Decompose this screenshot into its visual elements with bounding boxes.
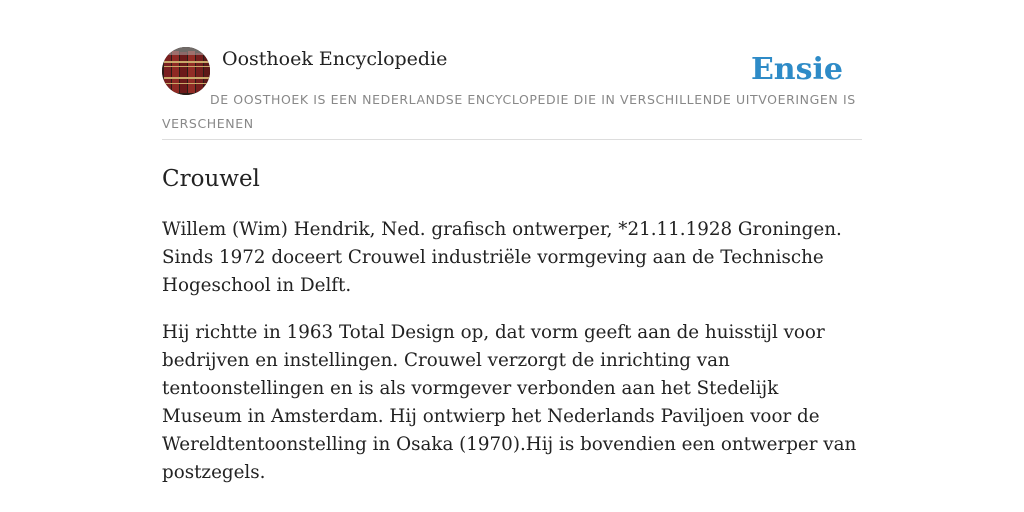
article-title: Crouwel: [162, 166, 260, 192]
brand-logo[interactable]: Ensie: [750, 52, 843, 87]
site-header: [162, 46, 862, 140]
site-tagline: DE OOSTHOEK IS EEN NEDERLANDSE ENCYCLOPEDIE DIE IN VERSCHILLENDE UITVOERINGEN IS VERSCHENEN: [162, 92, 856, 131]
article-paragraph: Hij richtte in 1963 Total Design op, dat vorm geeft aan de huisstijl voor bedrijven en instellingen. Crouwel verzorgt de inrichting van tentoonstellingen en is als vormgever verbonden aan het Stedelijk Museum in Amsterdam. Hij ontwierp het Nederlands Paviljoen voor de Wereldtentoonstelling in Osaka (1970).Hij is bovendien een ontwerper van postzegels.: [162, 322, 857, 483]
article-body: [162, 216, 862, 506]
article-paragraph: Willem (Wim) Hendrik, Ned. grafisch ontwerper, *21.11.1928 Groningen. Sinds 1972 doceert Crouwel industriële vormgeving aan de Technische Hogeschool in Delft.: [162, 219, 842, 296]
site-title[interactable]: Oosthoek Encyclopedie: [222, 48, 448, 70]
